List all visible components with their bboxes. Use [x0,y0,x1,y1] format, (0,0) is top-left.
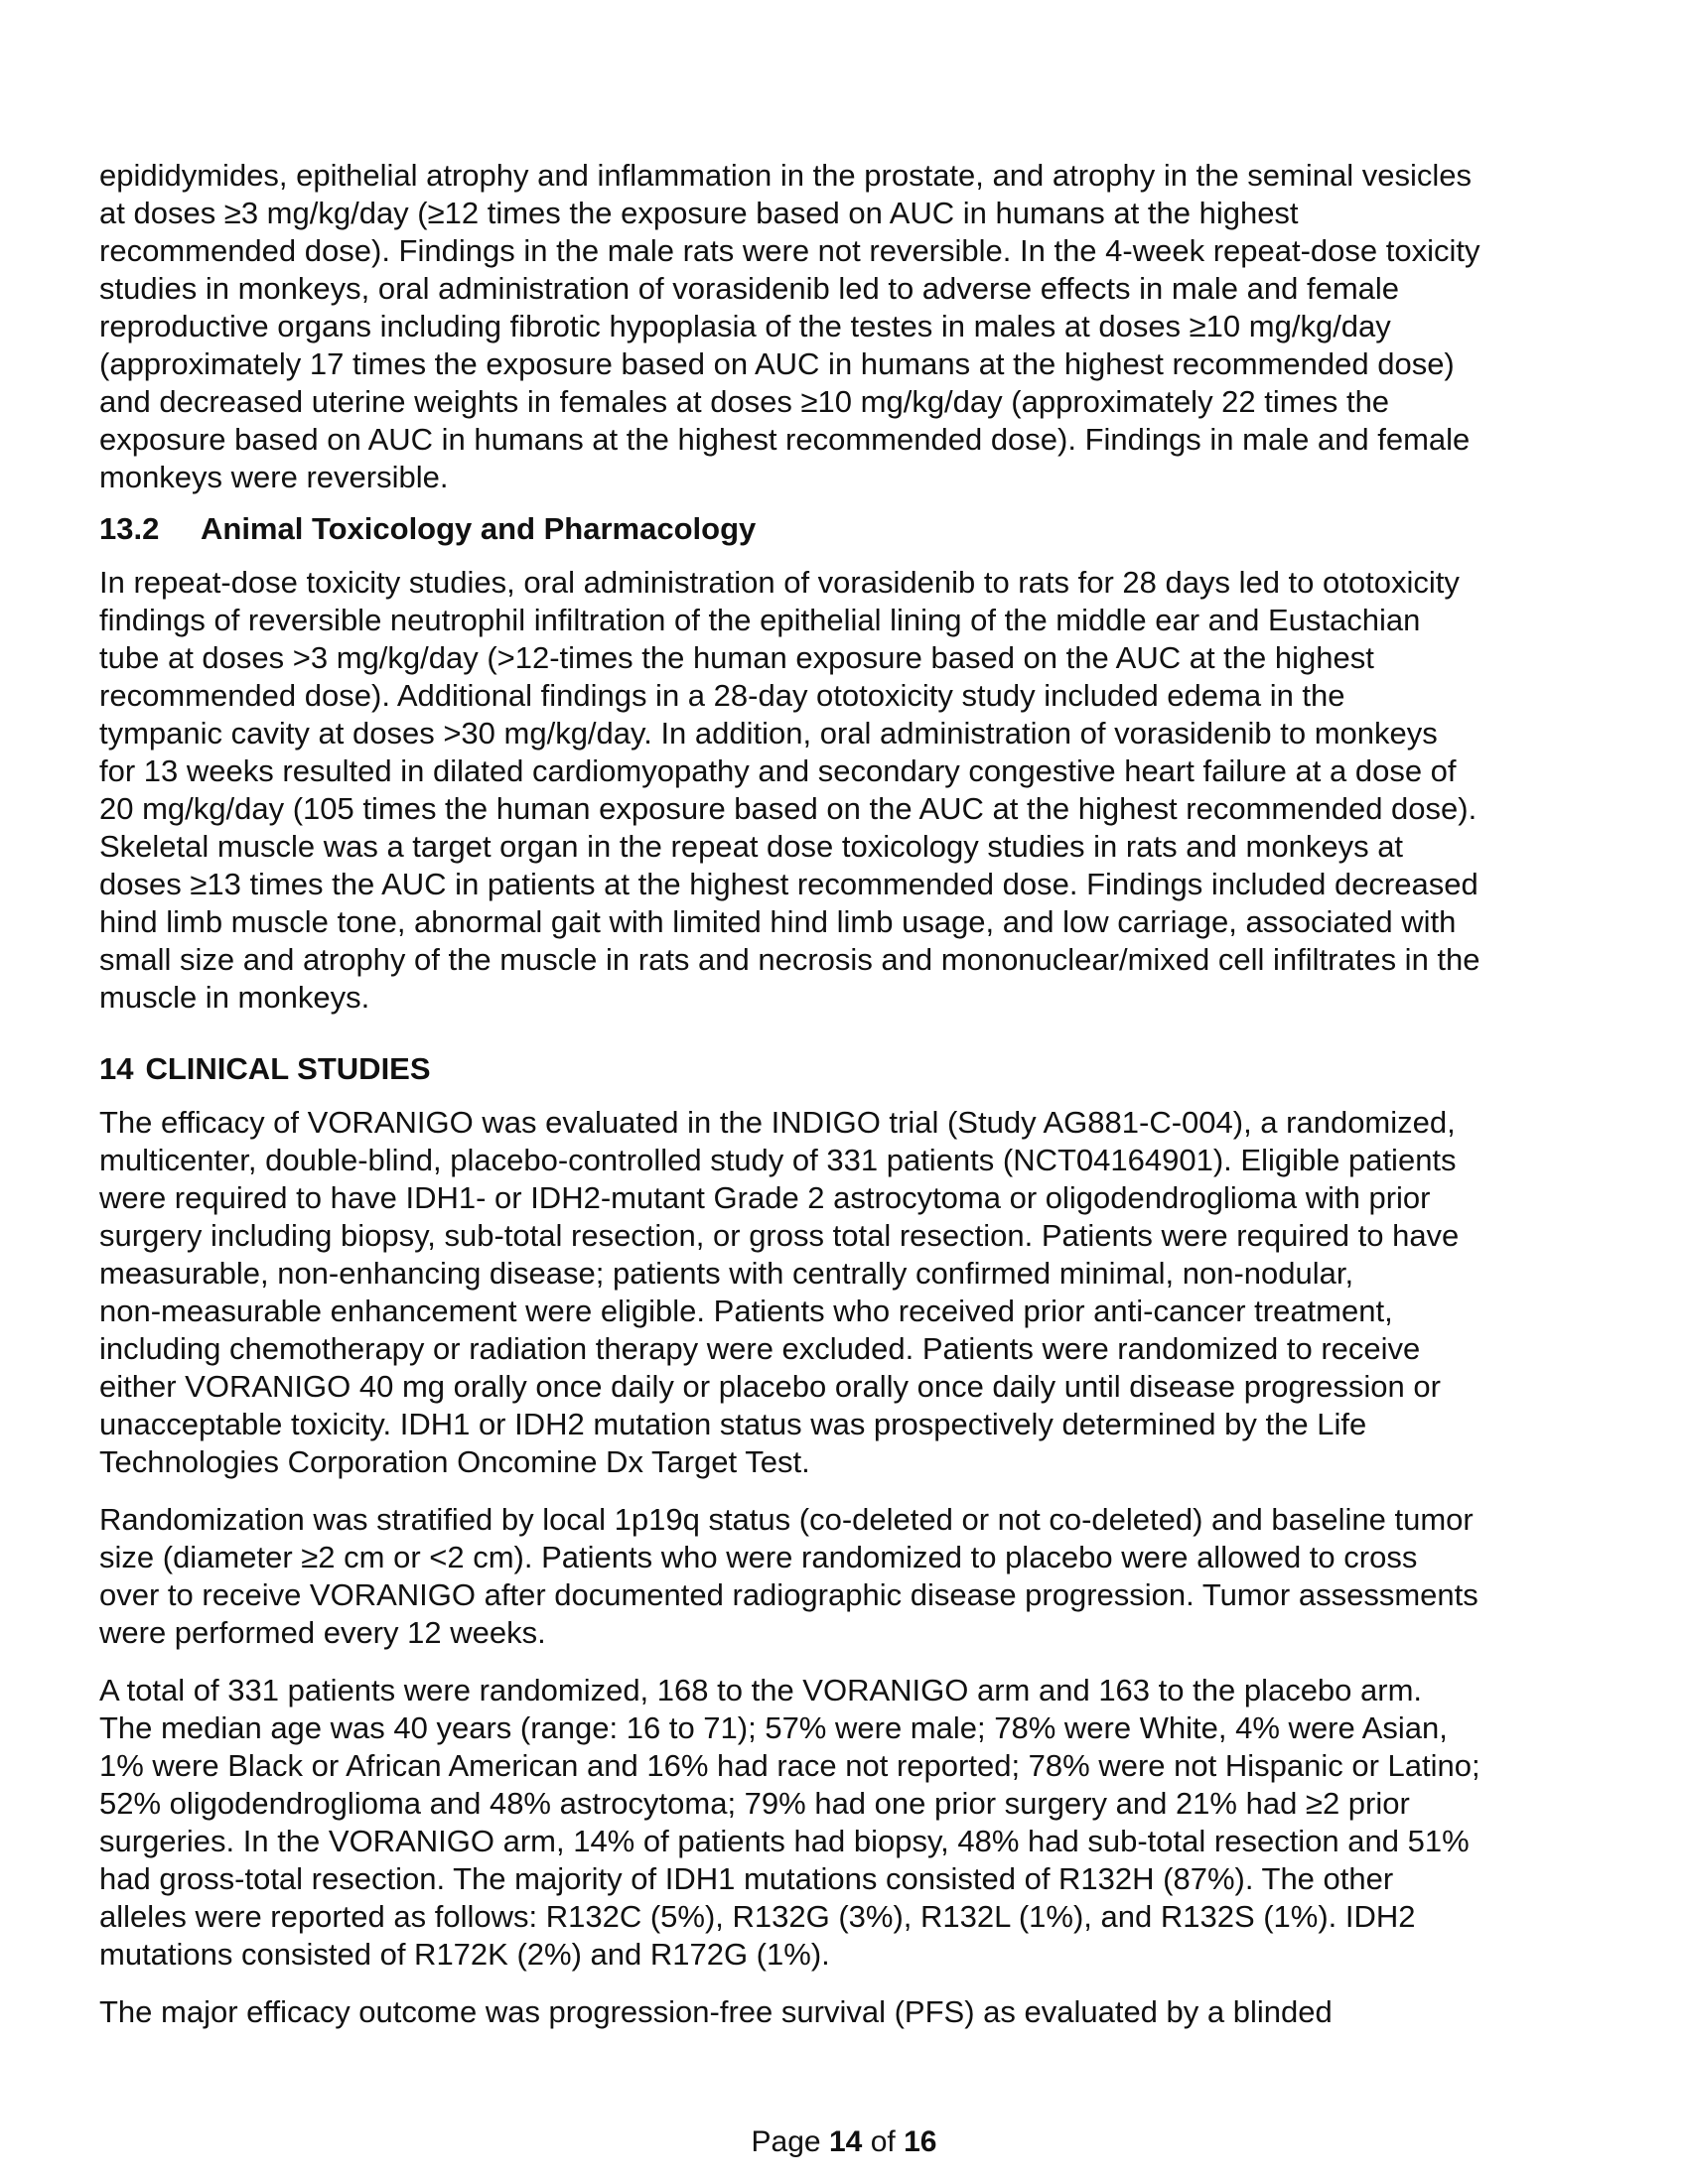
text-line: exposure based on AUC in humans at the highest recommended dose). Findings in male and female [99,422,1471,457]
text-line: tube at doses >3 mg/kg/day (>12-times the human exposure based on the AUC at the highest [99,640,1374,675]
text-line: reproductive organs including fibrotic hypoplasia of the testes in males at doses ≥10 mg/kg/day [99,309,1391,343]
text-line: 52% oligodendroglioma and 48% astrocytoma; 79% had one prior surgery and 21% had ≥2 prior [99,1786,1410,1821]
text-line: The efficacy of VORANIGO was evaluated in the INDIGO trial (Study AG881-C-004), a randomized, [99,1105,1456,1140]
text-line: monkeys were reversible. [99,460,449,494]
text-line: unacceptable toxicity. IDH1 or IDH2 mutation status was prospectively determined by the Life [99,1407,1367,1441]
text-line: findings of reversible neutrophil infiltration of the epithelial lining of the middle ear and Eustachian [99,603,1421,637]
text-line: tympanic cavity at doses >30 mg/kg/day. In addition, oral administration of vorasidenib to monkeys [99,716,1438,751]
text-line: surgery including biopsy, sub-total resection, or gross total resection. Patients were required to have [99,1218,1460,1253]
paragraph-reproductive-toxicity [99,157,1480,496]
section-title: Animal Toxicology and Pharmacology [201,511,757,546]
text-line: doses ≥13 times the AUC in patients at the highest recommended dose. Findings included decreased [99,867,1478,901]
section-number: 14 [99,1051,134,1086]
text-line: either VORANIGO 40 mg orally once daily or placebo orally once daily until disease progression or [99,1369,1441,1404]
text-line: Randomization was stratified by local 1p19q status (co-deleted or not co-deleted) and baseline tumor [99,1502,1474,1537]
page-of-label: of [870,2125,896,2158]
text-line: small size and atrophy of the muscle in rats and necrosis and mononuclear/mixed cell infiltrates in the [99,942,1480,977]
text-line: hind limb muscle tone, abnormal gait with limited hind limb usage, and low carriage, associated with [99,904,1457,939]
text-line: non-measurable enhancement were eligible. Patients who received prior anti-cancer treatment, [99,1294,1393,1328]
text-line: mutations consisted of R172K (2%) and R172G (1%). [99,1937,830,1972]
text-line: Skeletal muscle was a target organ in the repeat dose toxicology studies in rats and monkeys at [99,829,1404,864]
text-line: recommended dose). Findings in the male rats were not reversible. In the 4-week repeat-dose toxicity [99,233,1480,268]
paragraph-efficacy-study-design [99,1104,1459,1481]
page-label: Page [751,2125,821,2158]
text-line: including chemotherapy or radiation therapy were excluded. Patients were randomized to receive [99,1331,1421,1366]
text-line: and decreased uterine weights in females at doses ≥10 mg/kg/day (approximately 22 times the [99,384,1390,419]
paragraph-efficacy-outcome [99,1993,1333,2031]
paragraph-randomization [99,1501,1478,1652]
text-line: Technologies Corporation Oncomine Dx Target Test. [99,1444,810,1479]
total-page-count: 16 [904,2125,937,2158]
current-page-number: 14 [828,2125,863,2158]
text-line: In repeat-dose toxicity studies, oral administration of vorasidenib to rats for 28 days led to ototoxicity [99,565,1460,600]
text-line: were required to have IDH1- or IDH2-mutant Grade 2 astrocytoma or oligodendroglioma with prior [99,1180,1431,1215]
paragraph-animal-toxicology [99,564,1480,1017]
text-line: muscle in monkeys. [99,980,370,1015]
text-line: for 13 weeks resulted in dilated cardiomyopathy and secondary congestive heart failure at a dose of [99,753,1457,788]
text-line: size (diameter ≥2 cm or <2 cm). Patients who were randomized to placebo were allowed to cross [99,1540,1418,1574]
text-line: over to receive VORANIGO after documented radiographic disease progression. Tumor assessments [99,1577,1478,1612]
text-line: A total of 331 patients were randomized, 168 to the VORANIGO arm and 163 to the placebo arm. [99,1673,1423,1707]
section-heading-14 [99,1050,431,1088]
text-line: studies in monkeys, oral administration of vorasidenib led to adverse effects in male and female [99,271,1400,306]
text-line: alleles were reported as follows: R132C (5%), R132G (3%), R132L (1%), and R132S (1%). IDH2 [99,1899,1416,1934]
paragraph-patient-demographics [99,1672,1480,1974]
text-line: had gross-total resection. The majority of IDH1 mutations consisted of R132H (87%). The other [99,1861,1394,1896]
text-line: (approximately 17 times the exposure based on AUC in humans at the highest recommended dose) [99,346,1455,381]
text-line: at doses ≥3 mg/kg/day (≥12 times the exposure based on AUC in humans at the highest [99,196,1299,230]
section-title: CLINICAL STUDIES [145,1051,431,1086]
text-line: recommended dose). Additional findings in a 28-day ototoxicity study included edema in the [99,678,1345,713]
text-line: surgeries. In the VORANIGO arm, 14% of patients had biopsy, 48% had sub-total resection and 51% [99,1824,1470,1858]
page-footer [0,2124,1688,2160]
section-number: 13.2 [99,511,160,546]
text-line: were performed every 12 weeks. [99,1615,546,1650]
text-line: 1% were Black or African American and 16% had race not reported; 78% were not Hispanic or Latino; [99,1748,1480,1783]
text-line: epididymides, epithelial atrophy and inflammation in the prostate, and atrophy in the seminal vesicles [99,158,1472,193]
section-heading-13-2 [99,510,756,548]
text-line: multicenter, double-blind, placebo-controlled study of 331 patients (NCT04164901). Eligible patients [99,1143,1457,1177]
text-line: 20 mg/kg/day (105 times the human exposure based on the AUC at the highest recommended dose). [99,791,1477,826]
text-line: measurable, non-enhancing disease; patients with centrally confirmed minimal, non-nodular, [99,1256,1354,1291]
text-line: The major efficacy outcome was progression-free survival (PFS) as evaluated by a blinded [99,1994,1333,2029]
text-line: The median age was 40 years (range: 16 to 71); 57% were male; 78% were White, 4% were Asian, [99,1710,1448,1745]
